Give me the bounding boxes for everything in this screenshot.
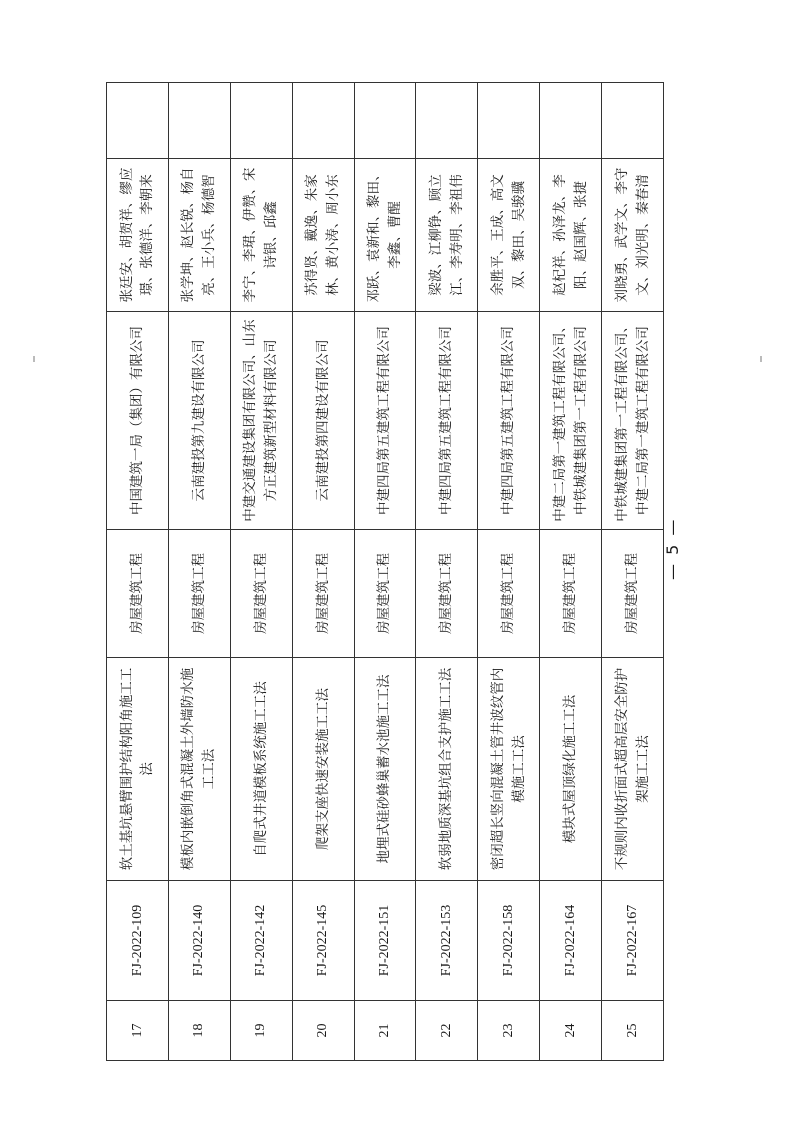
people-names: 刘晓勇、武学文、李守文、刘光明、秦春清 [602,159,664,312]
page-number: — 5 — [663,517,682,580]
project-type: 房屋建筑工程 [478,530,540,658]
empty-cell [230,83,292,159]
project-name: 软弱地质深基坑组合支护施工工法 [416,658,478,881]
people-names: 李宁、李珺、伊赞、宋诗银、邱鑫 [230,159,292,312]
row-number: 17 [107,1001,169,1061]
project-name: 模块式屋顶绿化施工工法 [540,658,602,881]
table-body [107,83,664,1061]
project-code: FJ-2022-151 [354,881,416,1001]
table-row [478,83,540,1061]
empty-cell [354,83,416,159]
table-row [230,83,292,1061]
project-code: FJ-2022-145 [292,881,354,1001]
people-names: 梁波、江柳铮、顾立江、李寿明、李祖伟 [416,159,478,312]
company-name: 云南建投第九建设有限公司 [168,312,230,530]
project-type: 房屋建筑工程 [354,530,416,658]
project-code: FJ-2022-140 [168,881,230,1001]
company-name: 中国建筑一局（集团）有限公司 [107,312,169,530]
company-name: 中建四局第五建筑工程有限公司 [354,312,416,530]
project-type: 房屋建筑工程 [230,530,292,658]
empty-cell [168,83,230,159]
project-type: 房屋建筑工程 [168,530,230,658]
people-names: 赵杞祥、孙泽龙、李阳、赵国辉、张捷 [540,159,602,312]
rotated-table-container [106,83,664,1061]
empty-cell [602,83,664,159]
table-row [354,83,416,1061]
project-name: 软土基坑悬臂围护结构阳角施工工法 [107,658,169,881]
project-code: FJ-2022-153 [416,881,478,1001]
table-row [168,83,230,1061]
row-number: 20 [292,1001,354,1061]
company-name: 中铁城建集团第一工程有限公司、中建二局第一建筑工程有限公司 [602,312,664,530]
people-names: 邓跃、袁新和、黎田、李鑫、曹醒 [354,159,416,312]
row-number: 21 [354,1001,416,1061]
empty-cell [292,83,354,159]
company-name: 中建交通建设集团有限公司、山东方正建筑新型材料有限公司 [230,312,292,530]
empty-cell [107,83,169,159]
table-row [107,83,169,1061]
row-number: 18 [168,1001,230,1061]
project-type: 房屋建筑工程 [602,530,664,658]
project-code: FJ-2022-167 [602,881,664,1001]
company-name: 中建四局第五建筑工程有限公司 [478,312,540,530]
people-names: 张廷安、胡贺祥、缪应璟、张德洋、李朝来 [107,159,169,312]
row-number: 23 [478,1001,540,1061]
project-code: FJ-2022-142 [230,881,292,1001]
project-name: 爬架支座快速安装施工工法 [292,658,354,881]
table-row [292,83,354,1061]
binding-mark [760,356,762,362]
empty-cell [416,83,478,159]
table-row [602,83,664,1061]
project-code: FJ-2022-109 [107,881,169,1001]
project-code: FJ-2022-158 [478,881,540,1001]
project-name: 不规则内收折面式超高层安全防护架施工工法 [602,658,664,881]
people-names: 余胜平、王成、高文双、黎田、吴骏骥 [478,159,540,312]
company-name: 云南建投第四建设有限公司 [292,312,354,530]
project-type: 房屋建筑工程 [540,530,602,658]
project-name: 地埋式硅砂蜂巢蓄水池施工工法 [354,658,416,881]
project-name: 模板内嵌倒角式混凝土外墙防水施工工法 [168,658,230,881]
project-code: FJ-2022-164 [540,881,602,1001]
row-number: 25 [602,1001,664,1061]
project-type: 房屋建筑工程 [107,530,169,658]
project-type: 房屋建筑工程 [292,530,354,658]
people-names: 张学坤、赵长锐、杨自亮、王小兵、杨德智 [168,159,230,312]
company-name: 中建二局第一建筑工程有限公司、中铁城建集团第一工程有限公司 [540,312,602,530]
empty-cell [540,83,602,159]
empty-cell [478,83,540,159]
people-names: 苏得贤、戴逸、朱家林、黄小涛、周小东 [292,159,354,312]
row-number: 19 [230,1001,292,1061]
project-name: 密闭超长竖向混凝土管井波纹管内模施工工法 [478,658,540,881]
row-number: 22 [416,1001,478,1061]
row-number: 24 [540,1001,602,1061]
binding-mark [33,356,35,362]
table-row [416,83,478,1061]
project-name: 自爬式井道模板系统施工工法 [230,658,292,881]
project-type: 房屋建筑工程 [416,530,478,658]
award-table [106,82,664,1061]
company-name: 中建四局第五建筑工程有限公司 [416,312,478,530]
table-row [540,83,602,1061]
